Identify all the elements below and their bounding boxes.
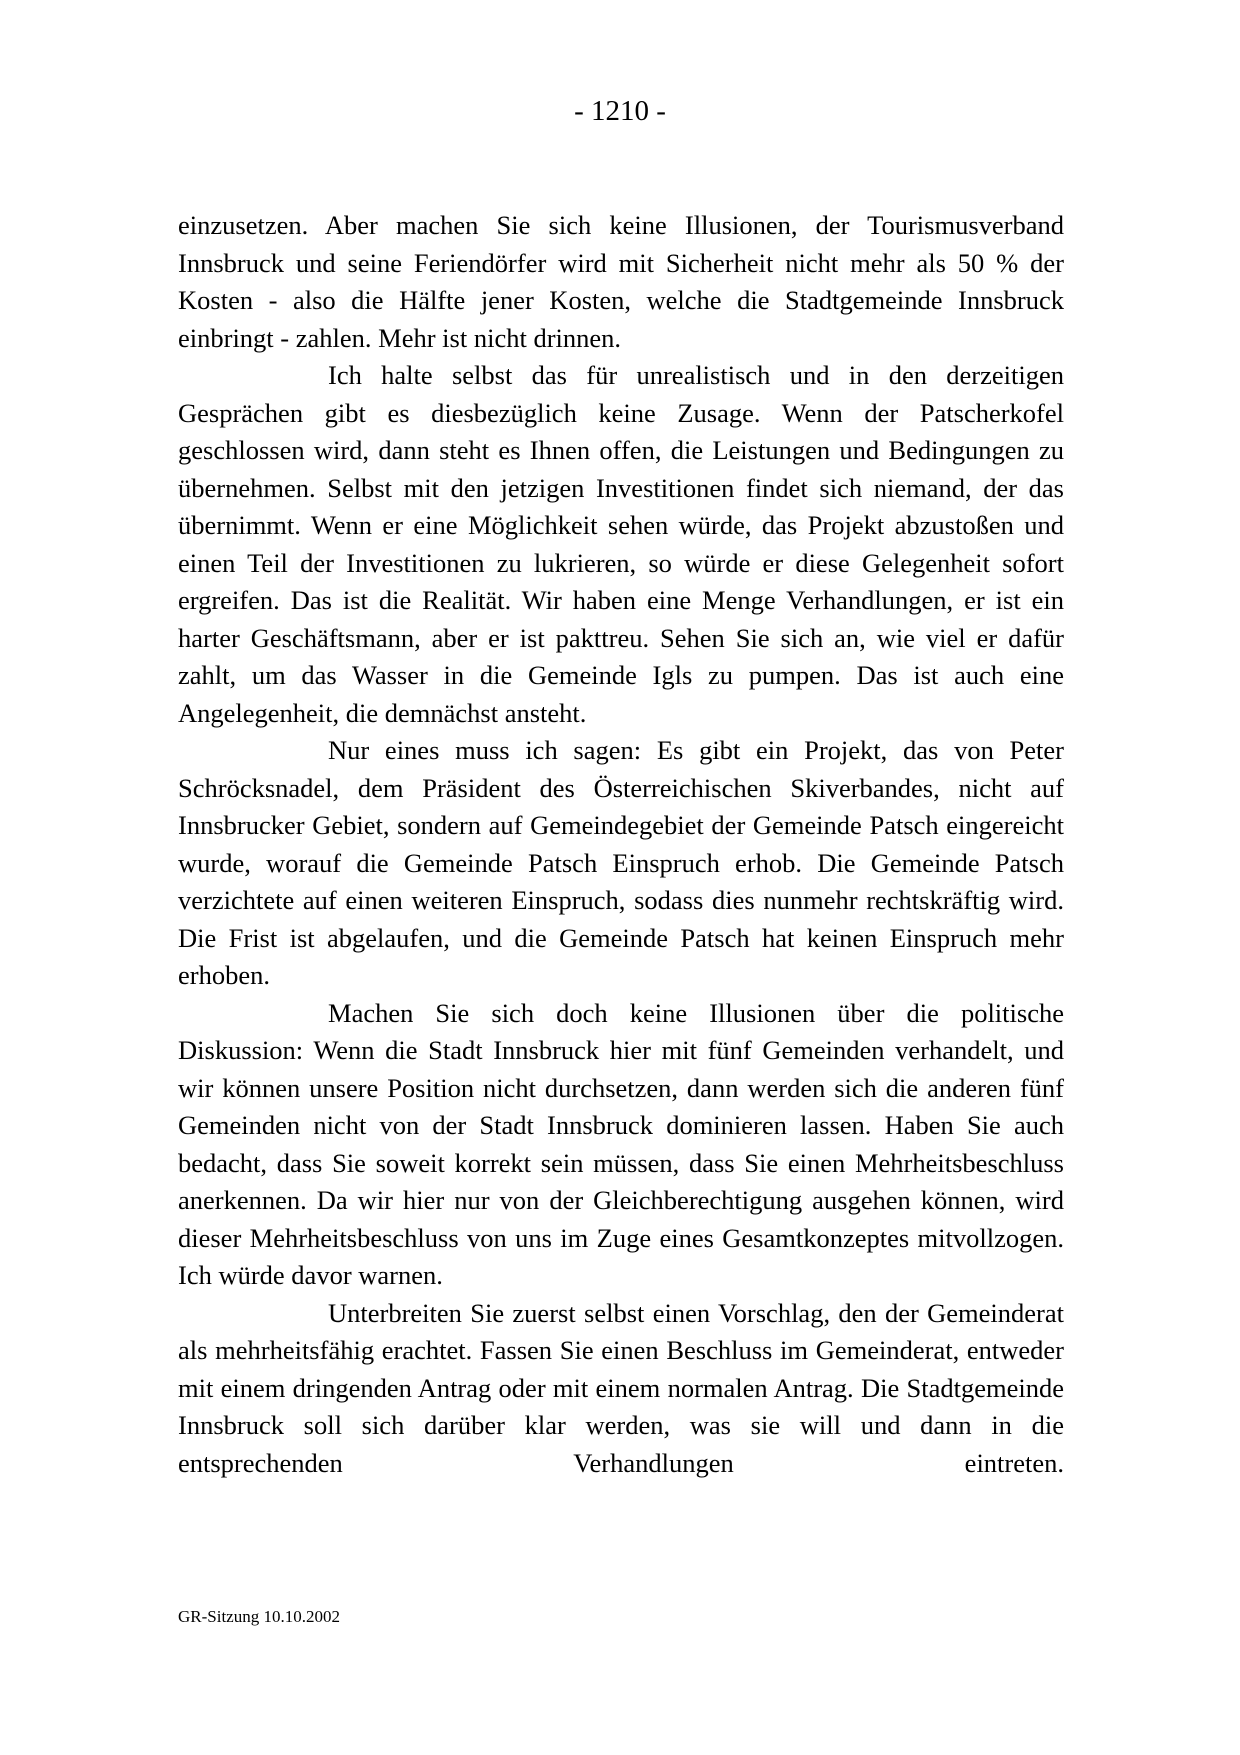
- footer-session-label: GR-Sitzung 10.10.2002: [178, 1607, 340, 1626]
- paragraph-2: Ich halte selbst das für unrealistisch und in den derzeitigen Gesprächen gibt es diesbezüglich keine Zusage. Wenn der Patscherkofel geschlossen wird, dann steht es Ihnen offen, die Leistungen und Bedingungen zu übernehmen. Selbst mit den jetzigen Investitionen findet sich niemand, der das übernimmt. Wenn er eine Möglichkeit sehen würde, das Projekt abzustoßen und einen Teil der Investitionen zu lukrieren, so würde er diese Gelegenheit sofort ergreifen. Das ist die Realität. Wir haben eine Menge Verhandlungen, er ist ein harter Geschäftsmann, aber er ist pakttreu. Sehen Sie sich an, wie viel er dafür zahlt, um das Wasser in die Gemeinde Igls zu pumpen. Das ist auch eine Angelegenheit, die demnächst ansteht.: [178, 360, 1064, 728]
- paragraph-3: Nur eines muss ich sagen: Es gibt ein Projekt, das von Peter Schröcksnadel, dem Präsident des Österreichischen Skiverbandes, nicht auf Innsbrucker Gebiet, sondern auf Gemeindegebiet der Gemeinde Patsch eingereicht wurde, worauf die Gemeinde Patsch Einspruch erhob. Die Gemeinde Patsch verzichtete auf einen weiteren Einspruch, sodass dies nunmehr rechtskräftig wird. Die Frist ist abgelaufen, und die Gemeinde Patsch hat keinen Einspruch mehr erhoben.: [178, 735, 1064, 990]
- paragraph-1: einzusetzen. Aber machen Sie sich keine Illusionen, der Tourismusverband Innsbruck und seine Feriendörfer wird mit Sicherheit nicht mehr als 50 % der Kosten - also die Hälfte jener Kosten, welche die Stadtgemeinde Innsbruck einbringt - zahlen. Mehr ist nicht drinnen.: [178, 210, 1064, 353]
- paragraph-4: Machen Sie sich doch keine Illusionen über die politische Diskussion: Wenn die Stadt Innsbruck hier mit fünf Gemeinden verhandelt, und wir können unsere Position nicht durchsetzen, dann werden sich die anderen fünf Gemeinden nicht von der Stadt Innsbruck dominieren lassen. Haben Sie auch bedacht, dass Sie soweit korrekt sein müssen, dass Sie einen Mehrheitsbeschluss anerkennen. Da wir hier nur von der Gleichberechtigung ausgehen können, wird dieser Mehrheitsbeschluss von uns im Zuge eines Gesamtkonzeptes mitvollzogen. Ich würde davor warnen.: [178, 997, 1064, 1290]
- document-body: [178, 207, 1064, 1482]
- paragraph-5: Unterbreiten Sie zuerst selbst einen Vorschlag, den der Gemeinderat als mehrheitsfähig erachtet. Fassen Sie einen Beschluss im Gemeinderat, entweder mit einem dringenden Antrag oder mit einem normalen Antrag. Die Stadtgemeinde Innsbruck soll sich darüber klar werden, was sie will und dann in die entsprechenden Verhandlungen eintreten.: [178, 1297, 1064, 1478]
- page-number: - 1210 -: [574, 95, 666, 127]
